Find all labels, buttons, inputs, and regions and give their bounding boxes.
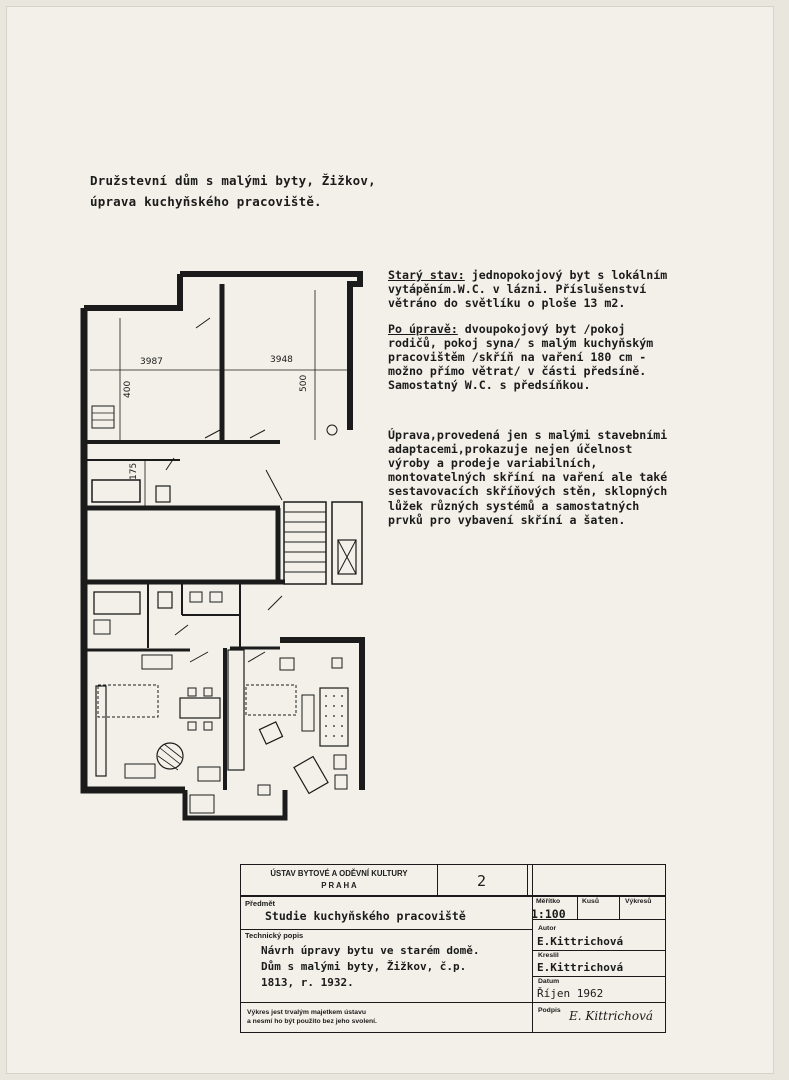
subject-value: Studie kuchyňského pracoviště: [265, 909, 466, 923]
tech-line-3: 1813, r. 1932.: [261, 976, 354, 989]
subject-label: Předmět: [245, 899, 276, 908]
ownership-notice: [247, 1008, 377, 1026]
dim-depth-right: 500: [299, 374, 309, 392]
author-value: E.Kittrichová: [537, 935, 624, 948]
signature: E. Kittrichová: [569, 1009, 654, 1023]
tech-description: [261, 943, 480, 991]
new-state-text: dvoupokojový byt /pokoj rodičů, pokoj syna/ s malým kuchyňským pracovištěm /skříň na vaření 180 cm - možno přímo větrat/ v části předsíně. Samostatný W.C. s předsíňkou.: [388, 321, 654, 393]
old-state-label: Starý stav:: [388, 268, 465, 282]
floor-plan: [70, 270, 370, 830]
new-state-label: Po úpravě:: [388, 321, 458, 336]
drawn-label: Kreslil: [538, 952, 559, 959]
ownership-line-1: Výkres jest trvalým majetkem ústavu: [247, 1009, 367, 1016]
institution-city: P R A H A: [321, 881, 357, 890]
old-state-paragraph: [388, 268, 678, 311]
new-state-paragraph: [388, 322, 678, 393]
tech-line-1: Návrh úpravy bytu ve starém domě.: [261, 944, 480, 957]
wall-top: [180, 274, 360, 430]
title-block: [240, 864, 666, 1033]
document-heading: [90, 170, 376, 212]
adaptation-paragraph: Úprava,provedená jen s malými stavebními adaptacemi,prokazuje nejen účelnost výroby a prodeje variabilních, montovatelných skříní na vaření ale také sestavovacích skříňových stěn, sklopných lůžek různých systémů a samostatných prvků pro vybavení skříní a šaten.: [388, 427, 668, 527]
wall-left: [84, 308, 185, 790]
drawings-label: Výkresů: [625, 898, 652, 905]
wall-left-upper: [84, 274, 180, 308]
sheet-number: 2: [477, 872, 487, 890]
old-state-text: jednopokojový byt s lokálním vytápěním.W.C. v lázni. Příslušenství větráno do světlíku o ploše 13 m2.: [388, 268, 668, 311]
institution-name: ÚSTAV BYTOVÉ A ODĚVNÍ KULTURY: [270, 869, 408, 878]
ownership-line-2: a nesmí ho být použito bez jeho svolení.: [247, 1018, 377, 1025]
tech-label: Technický popis: [245, 931, 304, 940]
date-label: Datum: [538, 978, 560, 985]
wall-right-lower: [280, 640, 362, 790]
dim-depth-left: 400: [123, 380, 133, 398]
heading-line-1: Družstevní dům s malými byty, Žižkov,: [90, 173, 376, 188]
heading-line-2: úprava kuchyňského pracoviště.: [90, 194, 322, 209]
dim-room-left: 3987: [140, 357, 163, 367]
scale-label: Měřítko: [536, 898, 561, 905]
tech-line-2: Dům s malými byty, Žižkov, č.p.: [261, 960, 467, 973]
count-label: Kusů: [582, 898, 599, 905]
dim-bath: 175: [129, 462, 139, 480]
drawn-value: E.Kittrichová: [537, 961, 624, 974]
author-label: Autor: [538, 925, 557, 932]
signature-label: Podpis: [538, 1007, 561, 1014]
date-value: Říjen 1962: [537, 987, 604, 1000]
dim-room-right: 3948: [270, 355, 293, 365]
description-notes: [388, 268, 678, 538]
scale-value: 1:100: [531, 907, 566, 921]
